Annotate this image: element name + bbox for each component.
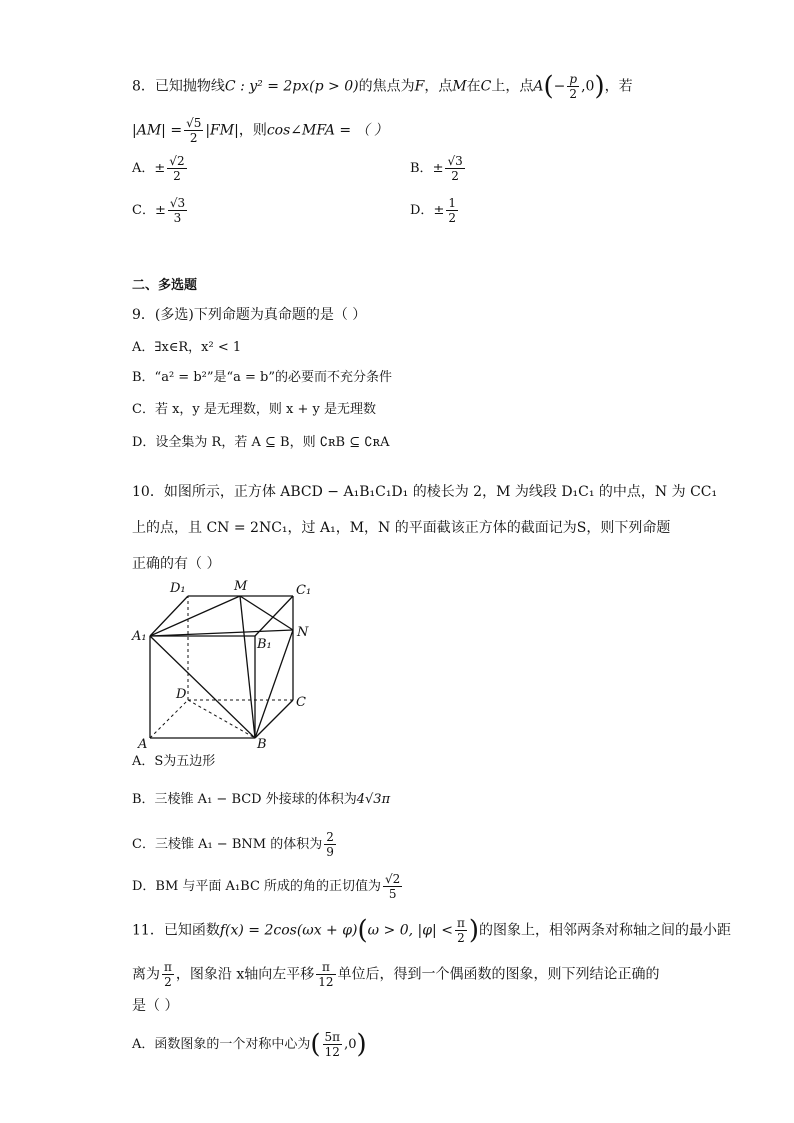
q8-minus: − (553, 78, 566, 95)
label-c: C (296, 695, 306, 710)
q8-number: 8． (132, 78, 155, 95)
label-c1: C₁ (296, 583, 312, 598)
q8-option-c: C．± $\frac{√3}{3}$ (132, 196, 186, 225)
section-heading: 二、多选题 (132, 278, 198, 293)
q8-text: ，若 (604, 78, 633, 95)
q8-am: |AM| = (132, 122, 183, 139)
q11-line2: 离为 $\frac{\pi}{2}$ ，图象沿 x轴向左平移 $\frac{\pi}{12}$ 单位后，得到一个偶函数的图象，则下列结论正确的 (132, 960, 660, 989)
q8-text: ，则 (238, 122, 267, 139)
q8-curve-c: C (480, 78, 492, 95)
q8-p-over-2: $\frac{p}{2}$ (569, 72, 578, 101)
label-b: B (257, 737, 267, 750)
q10-option-d: D．BM 与平面 A₁BC 所成的角的正切值为 $\frac{√2}{5}$ (132, 872, 401, 901)
q8-text: ，点 (424, 78, 453, 95)
q8-line2 (132, 116, 388, 145)
q8-text: 的焦点为 (358, 78, 415, 95)
edge-d1-a1 (150, 596, 188, 636)
edge-b-c (255, 700, 293, 738)
label-a: A (138, 737, 148, 750)
q11-line3: 是（ ） (132, 998, 179, 1014)
q10-option-a: A．S为五边形 (132, 754, 216, 769)
label-n: N (297, 625, 309, 640)
q11-option-a: A．函数图象的一个对称中心为( $\frac{5\pi}{12}$ ,0) (132, 1029, 367, 1060)
seg-a1-m (150, 596, 240, 636)
q8-parabola-eq: C : y² = 2px (224, 78, 310, 95)
label-m: M (234, 579, 248, 594)
q8-a-coord: ,0 (581, 78, 595, 95)
q10-line3: 正确的有（ ） (132, 556, 221, 572)
q8-point-m: M (452, 78, 467, 95)
q10-option-b: B．三棱锥 A₁ − BCD 外接球的体积为4√3π (132, 792, 391, 807)
q10-option-c: C．三棱锥 A₁ − BNM 的体积为 $\frac{2}{9}$ (132, 830, 334, 859)
q11-line1: 11．已知函数f(x) = 2cos(ωx + φ)(ω > 0, |φ| < $\frac{\pi}{2}$ )的图象上，相邻两条对称轴之间的最小距 (132, 915, 731, 946)
label-d: D (176, 687, 187, 702)
q8-condition: (p > 0) (309, 78, 359, 95)
q8-text: 上，点 (491, 78, 534, 95)
q9-option-d: D．设全集为 R，若 A ⊆ B，则 ∁ʀB ⊆ ∁ʀA (132, 435, 390, 450)
q8-option-a: A．± $\frac{√2}{2}$ (132, 154, 185, 183)
q8-question: cos∠MFA = （ ） (266, 122, 389, 139)
seg-m-b (240, 596, 255, 738)
q8-focus: F (414, 78, 425, 95)
q8-sqrt5-over-2: $\frac{√5}{2}$ (186, 116, 202, 145)
q8-fm: |FM| (205, 122, 239, 139)
seg-a1-n (150, 630, 293, 636)
label-d1: D₁ (170, 581, 186, 596)
q10-line1: 10．如图所示，正方体 ABCD − A₁B₁C₁D₁ 的棱长为 2，M 为线段 D₁C₁ 的中点，N 为 CC₁ (132, 484, 718, 500)
q8-text: 已知抛物线 (154, 78, 225, 95)
q8-option-d: D．± $\frac{1}{2}$ (410, 196, 456, 225)
q8-option-b: B．± $\frac{√3}{2}$ (410, 154, 463, 183)
q9-option-c: C．若 x，y 是无理数，则 x + y 是无理数 (132, 402, 376, 417)
q9-stem: 9．(多选)下列命题为真命题的是（ ） (132, 307, 367, 323)
q10-line2: 上的点，且 CN = 2NC₁，过 A₁，M，N 的平面截该正方体的截面记为S，则下列命题 (132, 520, 671, 536)
q9-option-b: B．“a² = b²”是“a = b”的必要而不充分条件 (132, 370, 393, 385)
q8-line1: 8．已知抛物线C : y² = 2px(p > 0)的焦点为F，点M在C上，点A(− $\frac{p}{2}$ ,0)，若 (132, 71, 633, 102)
q8-point-a: A (533, 78, 544, 95)
edge-a-d (150, 700, 188, 738)
seg-a1-b (150, 636, 255, 738)
q8-text: 在 (466, 78, 481, 95)
label-a1: A₁ (132, 629, 147, 644)
q9-option-a: A．∃x∈R，x² < 1 (132, 340, 242, 355)
label-b1: B₁ (257, 637, 272, 652)
seg-m-n (240, 596, 293, 630)
cube-figure (130, 578, 330, 750)
